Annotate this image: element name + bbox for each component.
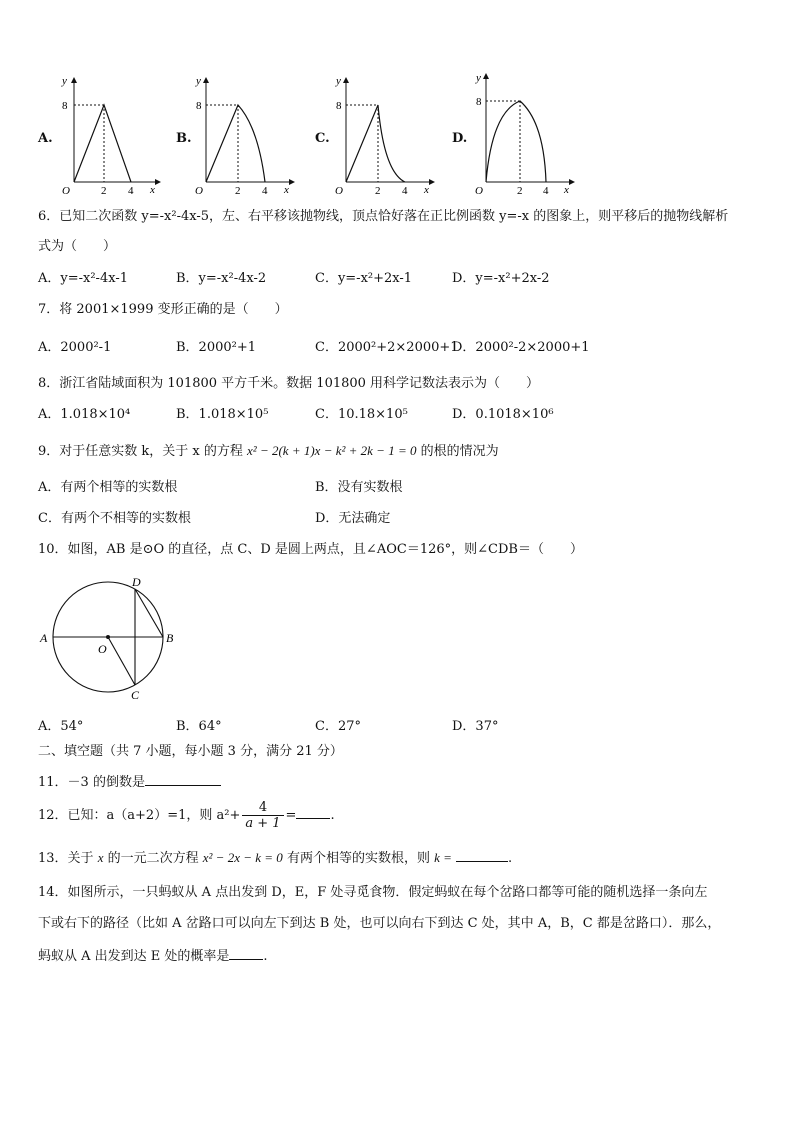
q9-option-a: A．有两个相等的实数根 bbox=[38, 480, 178, 495]
graph-b-curve bbox=[206, 105, 265, 182]
q13-period: . bbox=[508, 851, 513, 866]
q13-stem-mid2: 有两个相等的实数根，则 bbox=[286, 851, 430, 866]
q6-option-b: B．y=-x²-4x-2 bbox=[176, 271, 267, 286]
q14-stem-line3: 蚂蚁从 A 出发到达 E 处的概率是 bbox=[38, 949, 230, 964]
q12-fraction bbox=[242, 800, 283, 831]
q9-option-b: B．没有实数根 bbox=[315, 480, 403, 495]
point-c-label: C bbox=[131, 688, 140, 702]
q7-option-b: B．2000²+1 bbox=[176, 340, 257, 355]
q9-stem-pre: 9．对于任意实数 k，关于 x 的方程 bbox=[38, 444, 243, 459]
x-tick-2: 2 bbox=[235, 185, 241, 194]
x-axis-label: x bbox=[284, 184, 289, 194]
graph-c-curve bbox=[346, 105, 405, 182]
q13 bbox=[38, 849, 512, 867]
q10-option-b: B．64° bbox=[176, 719, 222, 734]
q8-option-c: C．10.18×10⁵ bbox=[315, 407, 408, 422]
graph-c bbox=[334, 72, 444, 194]
q10-option-a: A．54° bbox=[38, 719, 84, 734]
q10-option-d: D．37° bbox=[452, 719, 499, 734]
q11-answer-blank[interactable] bbox=[145, 773, 221, 786]
center-point bbox=[106, 635, 110, 639]
x-tick-4: 4 bbox=[402, 185, 408, 194]
point-d-label: D bbox=[132, 575, 141, 589]
q14-line2: 下或右下的路径（比如 A 岔路口可以向左下到达 B 处，也可以向右下到达 C 处，其中 A，B，C 都是岔路口）．那么， bbox=[38, 916, 721, 931]
origin-label: O bbox=[62, 185, 70, 194]
q9-equation: x² − 2(k + 1)x − k² + 2k − 1 = 0 bbox=[247, 443, 417, 458]
x-tick-2: 2 bbox=[101, 185, 107, 194]
y-axis-label: y bbox=[336, 75, 341, 87]
point-o-label: O bbox=[98, 642, 107, 656]
section-heading-fill-in: 二、填空题（共 7 小题，每小题 3 分，满分 21 分） bbox=[38, 744, 343, 759]
segment-db bbox=[135, 589, 163, 637]
option-d-label: D. bbox=[452, 131, 468, 146]
origin-label: O bbox=[335, 185, 343, 194]
q7-option-d: D．2000²-2×2000+1 bbox=[452, 340, 590, 355]
q12-period: . bbox=[330, 808, 335, 823]
q14-line3 bbox=[38, 947, 268, 965]
q6-option-a: A．y=-x²-4x-1 bbox=[38, 271, 128, 286]
graph-a-curve bbox=[74, 105, 131, 182]
fraction-denominator: a + 1 bbox=[245, 816, 281, 831]
q12 bbox=[38, 800, 335, 831]
x-tick-2: 2 bbox=[517, 185, 523, 194]
q6-stem-line1: 6．已知二次函数 y=-x²-4x-5，左、右平移该抛物线，顶点恰好落在正比例函数 y=-x 的图象上，则平移后的抛物线解析 bbox=[38, 209, 729, 224]
q8-option-d: D．0.1018×10⁶ bbox=[452, 407, 554, 422]
graph-d-curve bbox=[486, 101, 546, 182]
q6-option-c: C．y=-x²+2x-1 bbox=[315, 271, 413, 286]
y-tick-8: 8 bbox=[62, 100, 68, 112]
q8-stem: 8．浙江省陆域面积为 101800 平方千米。数据 101800 用科学记数法表示为（ ） bbox=[38, 376, 540, 391]
q10-circle-figure bbox=[36, 572, 186, 704]
graph-d bbox=[474, 72, 584, 194]
origin-label: O bbox=[195, 185, 203, 194]
q12-equals: = bbox=[285, 808, 297, 823]
x-axis-label: x bbox=[150, 184, 155, 194]
x-tick-2: 2 bbox=[375, 185, 381, 194]
q13-stem-pre: 13．关于 bbox=[38, 851, 94, 866]
q14-period: . bbox=[263, 949, 268, 964]
q7-option-a: A．2000²-1 bbox=[38, 340, 112, 355]
y-tick-8: 8 bbox=[196, 100, 202, 112]
y-tick-8: 8 bbox=[476, 96, 482, 108]
q9-option-d: D．无法确定 bbox=[315, 511, 391, 526]
q8-option-a: A．1.018×10⁴ bbox=[38, 407, 131, 422]
x-tick-4: 4 bbox=[128, 185, 134, 194]
y-tick-8: 8 bbox=[336, 100, 342, 112]
q10-option-c: C．27° bbox=[315, 719, 361, 734]
q12-stem-pre: 12．已知：a（a+2）=1，则 a²+ bbox=[38, 808, 241, 823]
x-axis-label: x bbox=[564, 184, 569, 194]
x-tick-4: 4 bbox=[262, 185, 268, 194]
graph-a bbox=[56, 72, 166, 194]
q10-stem: 10．如图，AB 是⊙O 的直径，点 C、D 是圆上两点，且∠AOC＝126°，则∠CDB＝（ ） bbox=[38, 542, 583, 557]
origin-label: O bbox=[475, 185, 483, 194]
y-axis-label: y bbox=[62, 75, 67, 87]
y-axis-label: y bbox=[476, 72, 481, 84]
q7-stem: 7．将 2001×1999 变形正确的是（ ） bbox=[38, 302, 288, 317]
q13-var-x: x bbox=[97, 850, 104, 865]
q14-line1: 14．如图所示，一只蚂蚁从 A 点出发到 D，E，F 处寻觅食物．假定蚂蚁在每个岔路口都等可能的随机选择一条向左 bbox=[38, 885, 708, 900]
option-b-label: B. bbox=[176, 131, 192, 146]
q11-stem: 11．－3 的倒数是 bbox=[38, 775, 145, 790]
q13-equation: x² − 2x − k = 0 bbox=[202, 850, 283, 865]
q8-option-b: B．1.018×10⁵ bbox=[176, 407, 269, 422]
q13-answer-blank[interactable] bbox=[456, 849, 508, 862]
x-tick-4: 4 bbox=[543, 185, 549, 194]
option-c-label: C. bbox=[315, 131, 330, 146]
q14-answer-blank[interactable] bbox=[229, 947, 263, 960]
fraction-numerator: 4 bbox=[242, 800, 283, 816]
point-b-label: B bbox=[166, 631, 174, 645]
option-a-label: A. bbox=[38, 131, 53, 146]
q13-var-k: k = bbox=[434, 850, 452, 865]
q12-answer-blank[interactable] bbox=[296, 806, 330, 819]
q9-stem bbox=[38, 443, 499, 460]
y-axis-label: y bbox=[196, 75, 201, 87]
segment-oc bbox=[108, 637, 135, 685]
x-axis-label: x bbox=[424, 184, 429, 194]
q13-stem-mid: 的一元二次方程 bbox=[107, 851, 199, 866]
point-a-label: A bbox=[40, 631, 48, 645]
q7-option-c: C．2000²+2×2000+1 bbox=[315, 340, 459, 355]
q11 bbox=[38, 773, 221, 791]
q6-option-d: D．y=-x²+2x-2 bbox=[452, 271, 550, 286]
q9-option-c: C．有两个不相等的实数根 bbox=[38, 511, 191, 526]
q9-stem-post: 的根的情况为 bbox=[420, 444, 499, 459]
q6-stem-line2: 式为（ ） bbox=[38, 239, 117, 254]
graph-b bbox=[194, 72, 304, 194]
